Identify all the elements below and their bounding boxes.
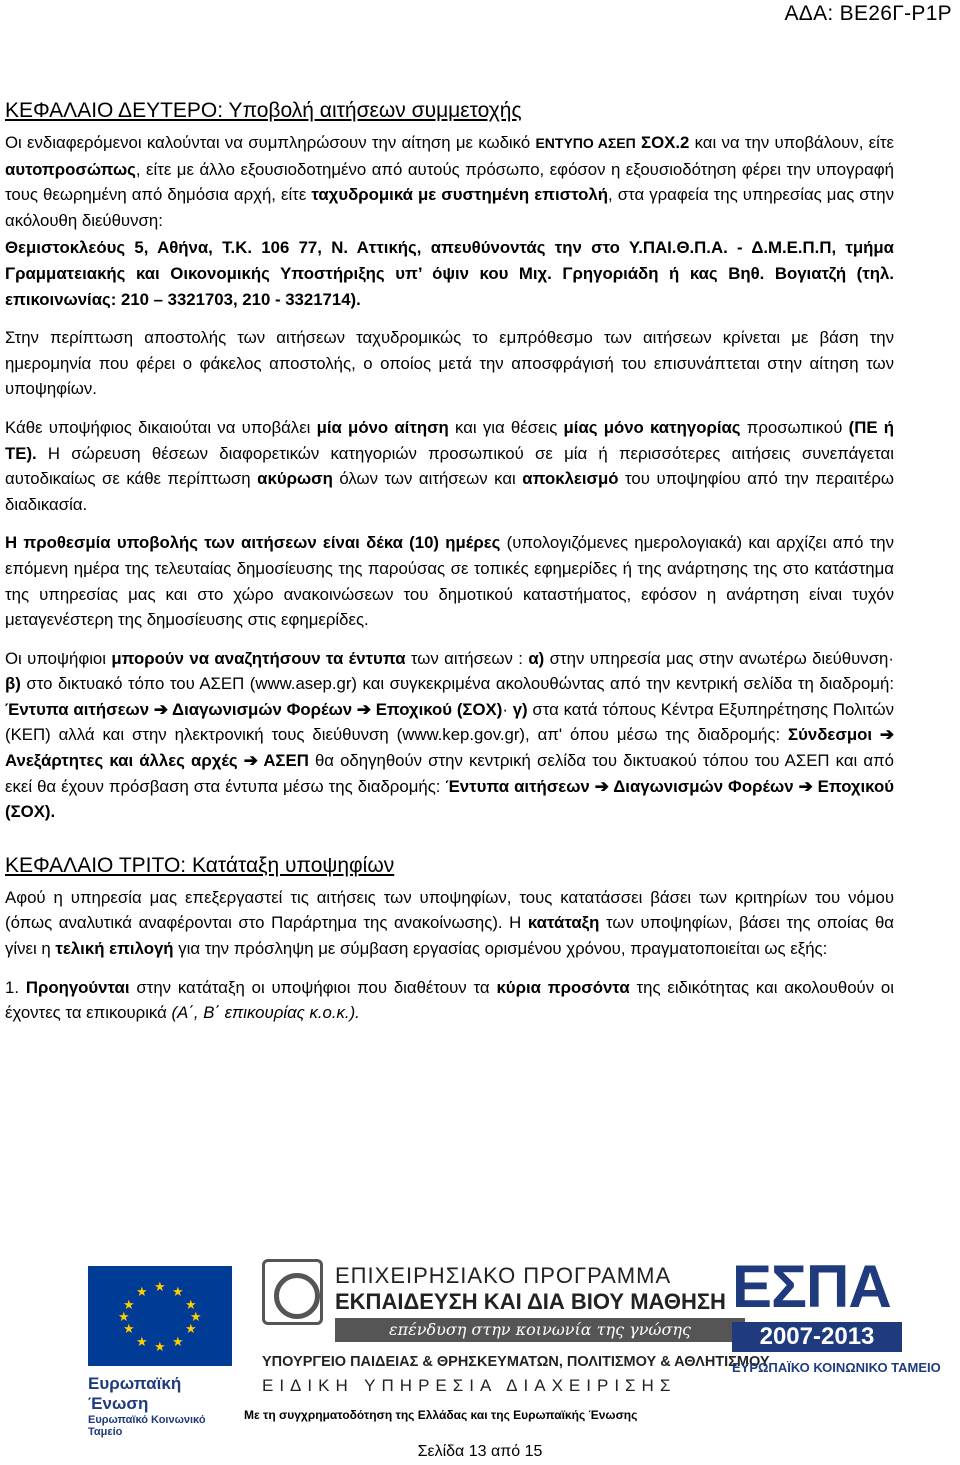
espa-years: 2007-2013 [732,1322,902,1352]
eu-flag-icon: ★ ★ ★ ★ ★ ★ ★ ★ ★ ★ ★ ★ [88,1266,232,1366]
cofinance-note: Με τη συγχρηματοδότηση της Ελλάδας και της Ευρωπαϊκής Ένωσης [244,1408,638,1422]
chapter2-paragraph-3 [5,415,894,517]
chapter2-paragraph-1 [5,130,894,233]
text-run: των αιτήσεων : [405,648,529,668]
text-run: Αφού η υπηρεσία μας επεξεργαστεί τις αιτήσεις των υποψηφίων, τους κατατάσσει βάσει των κριτηρίων του νόμου (όπως αναλυτικά αναφέρονται στο Παράρτημα της ανακοίνωσης). Η [5,887,894,933]
text-run: τελική επιλογή [55,939,174,959]
text-run: , είτε με άλλο εξουσιοδοτημένο από αυτούς πρόσωπο, εφόσον η εξουσιοδότηση φέρει την υπογραφή τους θεωρημένη από δημόσια αρχή, είτε [5,159,894,205]
eu-name: Ευρωπαϊκή Ένωση [88,1374,182,1413]
programme-logo [262,1259,770,1409]
text-run: ακύρωση [257,469,333,489]
chapter2-paragraph-4 [5,530,894,632]
text-run: στην κατάταξη οι υποψήφιοι που διαθέτουν τα [129,977,497,997]
content [5,96,894,1039]
chapter2-address [5,235,894,312]
page-number: Σελίδα 13 από 15 [417,1443,543,1460]
text-run: της ειδικότητας και ακολουθούν οι έχοντες τα επικουρικά [5,977,894,1023]
text-run: γ) [512,699,528,719]
text-run: 1. [5,977,26,997]
text-run: και για θέσεις [448,417,564,437]
text-run: ΣΟΧ.2 [641,133,690,152]
text-run: αποκλεισμό [522,469,619,489]
ministry-name: ΥΠΟΥΡΓΕΙΟ ΠΑΙΔΕΙΑΣ & ΘΡΗΣΚΕΥΜΑΤΩΝ, ΠΟΛΙΤΙΣΜΟΥ & ΑΘΛΗΤΙΣΜΟΥ [262,1354,770,1370]
text-run: μία μόνο αίτηση [316,417,449,437]
text-run: Οι υποψήφιοι [5,648,112,668]
text-run: ταχυδρομικά με συστημένη επιστολή [311,185,609,205]
chapter2-paragraph-5 [5,646,894,825]
text-run: , στα γραφεία της υπηρεσίας μας στην ακόλουθη διεύθυνση: [5,185,894,230]
text-run: των υποψηφίων, βάσει της οποίας θα γίνει η [5,913,895,959]
chapter3-paragraph-1 [5,885,894,962]
text-run: στην υπηρεσία μας στην ανωτέρω διεύθυνση· [544,648,894,668]
chapter2-paragraph-2 [5,325,894,402]
espa-word: ΕΣΠΑ [732,1253,891,1320]
text-run: Κάθε υποψήφιος δικαιούται να υποβάλει [5,417,317,437]
text-run: κατάταξη [527,913,600,933]
text-run: του υποψηφίου από την περαιτέρω διαδικασία. [5,469,894,514]
chapter3-heading: ΚΕΦΑΛΑΙΟ ΤΡΙΤΟ: Κατάταξη υποψηφίων [5,853,395,877]
text-run: Έντυπα αιτήσεων ➔ Διαγωνισμών Φορέων ➔ Εποχικού (ΣΟΧ). [5,776,895,822]
text-run: β) [5,674,21,694]
managing-service: ΕΙΔΙΚΗ ΥΠΗΡΕΣΙΑ ΔΙΑΧΕΙΡΙΣΗΣ [262,1376,677,1395]
espa-logo [732,1253,941,1375]
text-run: Στην περίπτωση αποστολής των αιτήσεων ταχυδρομικώς το εμπρόθεσμο των αιτήσεων κρίνεται με βάση την ημερομηνία που φέρει ο φάκελος αποστολής, ο οποίος μετά την αποσφράγισή του επισυνάπτεται στην αίτηση των υποψηφίων. [5,328,894,399]
text-run: (Α΄, Β΄ επικουρίας κ.ο.κ.). [171,1003,360,1023]
text-run: Προηγούνται [25,977,130,997]
eu-fund: Ευρωπαϊκό Κοινωνικό Ταμείο [88,1414,206,1438]
programme-name: ΕΚΠΑΙΔΕΥΣΗ ΚΑΙ ΔΙΑ ΒΙΟΥ ΜΑΘΗΣΗ [335,1289,726,1314]
eu-logo [88,1266,238,1438]
text-run: Οι ενδιαφερόμενοι καλούνται να συμπληρώσουν την αίτηση με κωδικό [5,133,536,152]
text-run: προσωπικού [740,417,849,437]
text-run: Η σώρευση θέσεων διαφορετικών κατηγοριών προσωπικού σε μία ή περισσότερες αιτήσεις συνεπάγεται αυτοδικαίως σε κάθε περίπτωση [5,443,894,489]
programme-motto: επένδυση στην κοινωνία της γνώσης [335,1318,745,1342]
text-run: κύρια προσόντα [496,977,630,997]
text-run: στα κατά τόπους Κέντρα Εξυπηρέτησης Πολιτών (ΚΕΠ) αλλά και στην ηλεκτρονική τους διεύθυνση (www.kep.gov.gr), απ' όπου μέσω της διαδρομής: [5,699,894,745]
text-run: αυτοπροσώπως [5,159,136,179]
text-run: α) [528,648,545,668]
text-run: ΕΝΤΥΠΟ ΑΣΕΠ [535,135,636,151]
text-run: Η προθεσμία υποβολής των αιτήσεων είναι δέκα (10) ημέρες [5,533,501,553]
programme-emblem-icon [262,1259,323,1325]
programme-title: ΕΠΙΧΕΙΡΗΣΙΑΚΟ ΠΡΟΓΡΑΜΜΑ [335,1263,672,1288]
text-run: μπορούν να αναζητήσουν τα έντυπα [111,648,406,668]
text-run: θα οδηγηθούν στην κεντρική σελίδα του δικτυακού τόπου του ΑΣΕΠ και από εκεί θα έχουν πρόσβαση στα έντυπα μέσω της διαδρομής: [5,751,894,796]
text-run: και να την υποβάλουν, είτε [689,133,894,152]
chapter3-paragraph-2 [5,975,894,1026]
text-run: (υπολογιζόμενες ημερολογιακά) και αρχίζει από την επόμενη ημέρα της τελευταίας δημοσίευσης της παρούσας σε τοπικές εφημερίδες ή της ανάρτησης της στο κατάστημα της υπηρεσίας μας και στο χώρο ανακοινώσεων του δημοτικού καταστήματος, εφόσον η ανάρτηση είναι τυχόν μεταγενέστερη της δημοσίευσης στις εφημερίδες. [5,533,894,630]
espa-fund: ΕΥΡΩΠΑΪΚΟ ΚΟΙΝΩΝΙΚΟ ΤΑΜΕΙΟ [732,1360,941,1375]
text-run: Σύνδεσμοι ➔ Ανεξάρτητες και άλλες αρχές ➔ ΑΣΕΠ [5,725,894,771]
text-run: στο δικτυακό τόπο του ΑΣΕΠ (www.asep.gr) και συγκεκριμένα ακολουθώντας από την κεντρική σελίδα τη διαδρομή: [20,674,894,694]
chapter2-heading: ΚΕΦΑΛΑΙΟ ΔΕΥΤΕΡΟ: Υποβολή αιτήσεων συμμετοχής [5,99,522,122]
text-run: μίας μόνο κατηγορίας [563,417,741,437]
text-run: · [502,699,513,719]
text-run: (ΠΕ ή ΤΕ). [5,417,894,463]
address-text: Θεμιστοκλεόυς 5, Αθήνα, Τ.Κ. 106 77, Ν. Αττικής, απευθύνοντάς την στο Υ.ΠΑΙ.Θ.Π.Α. - Δ.Μ.Ε.Π.Π, τμήμα Γραμματειακής και Οικονομικής Υποστήριξης υπ’ όψιν κου Μιχ. Γρηγοριάδη ή κας Βηθ. Βογιατζή (τηλ. επικοινωνίας: 210 – 3321703, 210 - 3321714). [5,238,894,309]
text-run: όλων των αιτήσεων και [332,469,523,489]
text-run: για την πρόσληψη με σύμβαση εργασίας ορισμένου χρόνου, πραγματοποιείται ως εξής: [173,939,828,959]
text-run: Έντυπα αιτήσεων ➔ Διαγωνισμών Φορέων ➔ Εποχικού (ΣΟΧ) [5,699,503,719]
ada-code: ΑΔΑ: ΒΕ26Γ-Ρ1Ρ [784,2,952,25]
